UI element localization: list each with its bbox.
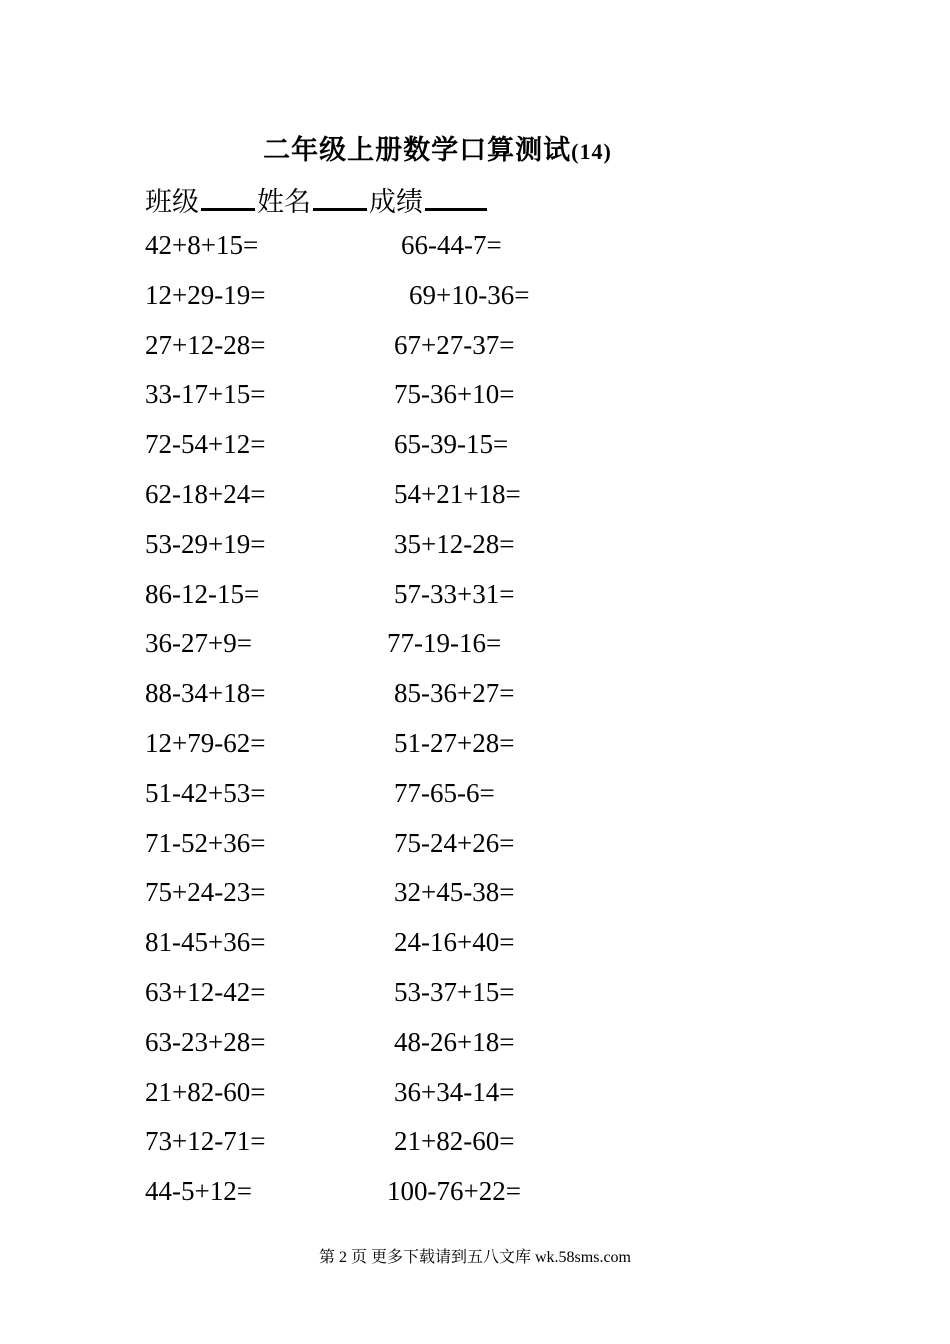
problem-list — [145, 230, 745, 1226]
problem-right: 77-19-16= — [387, 628, 502, 659]
problem-right: 35+12-28= — [394, 528, 515, 559]
title-main: 二年级上册数学口算测试 — [263, 135, 572, 165]
name-blank — [313, 186, 367, 211]
problem-row — [145, 628, 745, 678]
problem-row — [145, 1027, 745, 1077]
class-label: 班级 — [145, 187, 199, 217]
problem-right: 66-44-7= — [401, 230, 502, 260]
problem-row — [145, 977, 745, 1027]
problem-left: 36-27+9= — [145, 628, 252, 659]
title-number: (14) — [571, 139, 612, 164]
problem-left: 27+12-28= — [145, 329, 266, 360]
problem-row — [145, 927, 745, 977]
problem-left: 73+12-71= — [145, 1126, 266, 1157]
problem-right: 21+82-60= — [394, 1126, 515, 1157]
problem-right: 77-65-6= — [394, 777, 495, 808]
problem-left: 53-29+19= — [145, 528, 266, 559]
problem-row — [145, 579, 745, 629]
problem-right: 24-16+40= — [394, 927, 515, 958]
page-footer: 第 2 页 更多下载请到五八文库 wk.58sms.com — [318, 1249, 631, 1266]
problem-right: 48-26+18= — [394, 1026, 515, 1057]
problem-row — [145, 1176, 745, 1226]
problem-left: 75+24-23= — [145, 877, 266, 908]
problem-right: 53-37+15= — [394, 976, 515, 1007]
problem-right: 32+45-38= — [394, 877, 515, 908]
problem-row — [145, 429, 745, 479]
score-blank — [425, 186, 487, 211]
problem-left: 51-42+53= — [145, 777, 266, 808]
student-info-line — [145, 180, 489, 219]
problem-left: 88-34+18= — [145, 678, 266, 709]
problem-right: 54+21+18= — [394, 478, 521, 509]
problem-left: 44-5+12= — [145, 1176, 252, 1207]
problem-right: 75-24+26= — [394, 827, 515, 858]
problem-left: 86-12-15= — [145, 578, 260, 609]
problem-row — [145, 330, 745, 380]
problem-left: 72-54+12= — [145, 429, 266, 460]
problem-left: 63+12-42= — [145, 976, 266, 1007]
problem-row — [145, 230, 745, 280]
problem-left: 63-23+28= — [145, 1026, 266, 1057]
problem-right: 67+27-37= — [394, 329, 515, 360]
problem-left: 42+8+15= — [145, 230, 259, 260]
problem-left: 21+82-60= — [145, 1076, 266, 1107]
problem-right: 51-27+28= — [394, 727, 515, 758]
class-blank — [201, 186, 255, 211]
problem-row — [145, 678, 745, 728]
problem-right: 65-39-15= — [394, 429, 509, 460]
name-label: 姓名 — [257, 187, 311, 217]
score-label: 成绩 — [369, 187, 423, 217]
problem-right: 75-36+10= — [394, 379, 515, 410]
problem-right: 57-33+31= — [394, 578, 515, 609]
page-title — [0, 128, 875, 167]
problem-row — [145, 728, 745, 778]
problem-row — [145, 280, 745, 330]
problem-left: 81-45+36= — [145, 927, 266, 958]
problem-row — [145, 1126, 745, 1176]
problem-row — [145, 828, 745, 878]
problem-right: 69+10-36= — [409, 279, 530, 310]
problem-row — [145, 1077, 745, 1127]
problem-row — [145, 529, 745, 579]
problem-left: 62-18+24= — [145, 478, 266, 509]
problem-right: 85-36+27= — [394, 678, 515, 709]
problem-left: 12+79-62= — [145, 727, 266, 758]
problem-left: 33-17+15= — [145, 379, 266, 410]
problem-row — [145, 877, 745, 927]
problem-left: 71-52+36= — [145, 827, 266, 858]
problem-row — [145, 379, 745, 429]
problem-row — [145, 778, 745, 828]
problem-left: 12+29-19= — [145, 279, 266, 310]
problem-right: 36+34-14= — [394, 1076, 515, 1107]
problem-right: 100-76+22= — [387, 1176, 521, 1207]
problem-row — [145, 479, 745, 529]
